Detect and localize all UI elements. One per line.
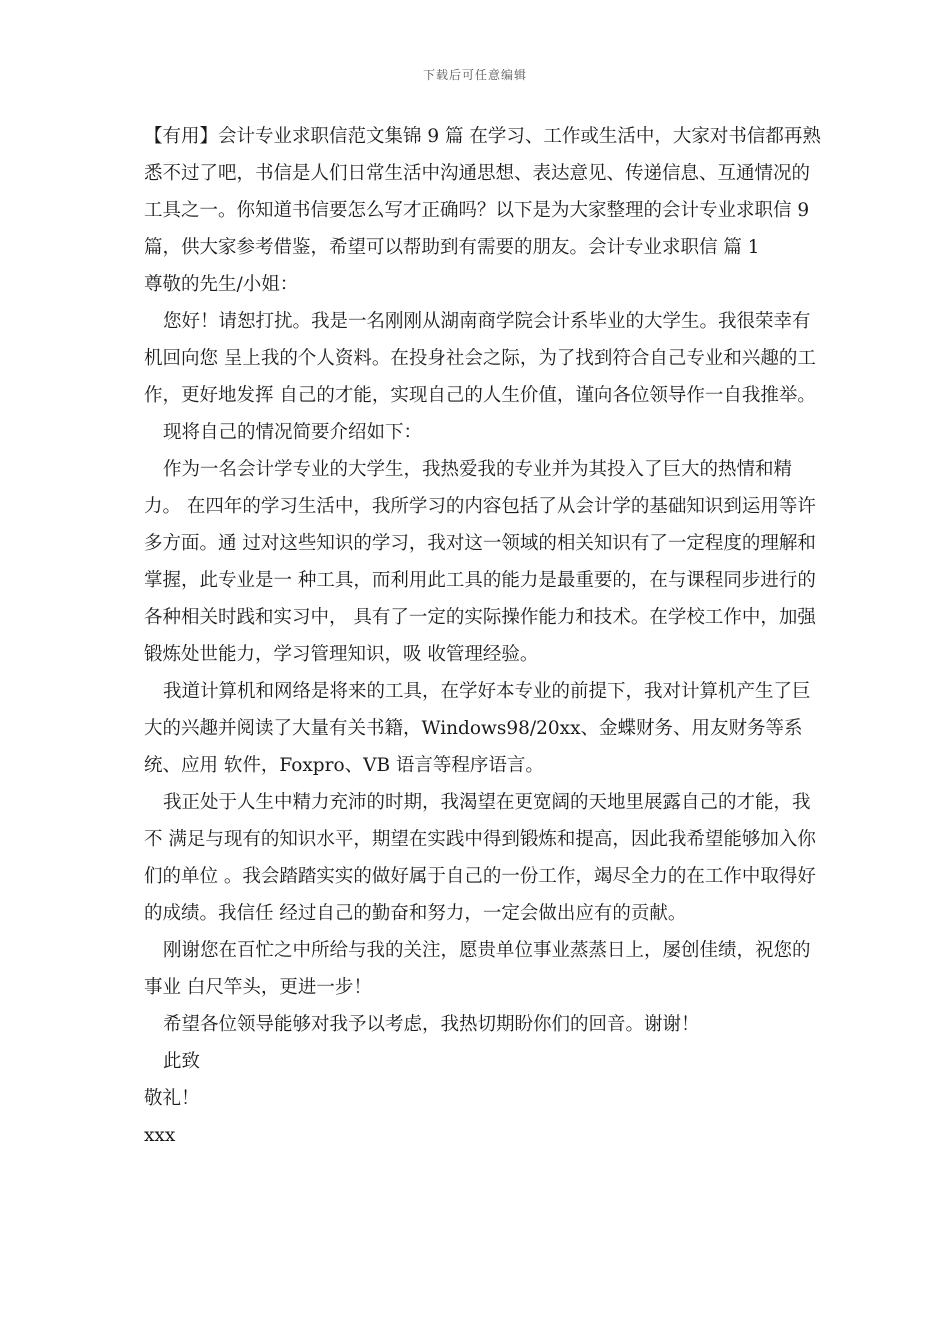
salutation: 尊敬的先生/小姐： <box>144 274 299 295</box>
paragraph-thanks: 刚谢您在百忙之中所给与我的关注，愿贵单位事业蒸蒸日上，屡创佳绩，祝您的事业 白尺竿头，更进一步！ <box>144 940 811 998</box>
paragraph-aspiration: 我正处于人生中精力充沛的时期，我渴望在更宽阔的天地里展露自己的才能，我不 满足与现有的知识水平，期望在实践中得到锻炼和提高，因此我希望能够加入你们的单位 。我会踏踏实实的做好属于自己的一份工作，竭尽全力的在工作中取得好的成绩。我信任 经过自己的勤奋和努力，一定会做出应有的贡献。 <box>144 792 816 924</box>
paragraph-closing-request: 希望各位领导能够对我予以考虑，我热切期盼你们的回音。谢谢！ <box>163 1014 700 1035</box>
closing-line-1: 此致 <box>163 1051 201 1072</box>
paragraph-education: 作为一名会计学专业的大学生，我热爱我的专业并为其投入了巨大的热情和精力。 在四年的学习生活中，我所学习的内容包括了从会计学的基础知识到运用等许多方面。通 过对这些知识的学习，我对这一领域的相关知识有了一定程度的理解和掌握，此专业是一 种工具，而利用此工具的能力是最重要的，在与课程同步进行的各种相关时践和实习中， 具有了一定的实际操作能力和技术。在学校工作中，加强锻炼处世能力，学习管理知识，吸 收管理经验。 <box>144 459 816 665</box>
signature: xxx <box>144 1125 176 1146</box>
closing-line-2: 敬礼！ <box>144 1088 200 1109</box>
paragraph-greeting: 您好！请恕打扰。我是一名刚刚从湖南商学院会计系毕业的大学生。我很荣幸有机回向您 呈上我的个人资料。在投身社会之际，为了找到符合自己专业和兴趣的工作，更好地发挥 自己的才能，实现自己的人生价值，谨向各位领导作一自我推举。 <box>144 311 816 406</box>
page-header-note: 下载后可任意编辑 <box>422 68 527 82</box>
document-body <box>144 118 824 1154</box>
document-intro: 【有用】会计专业求职信范文集锦 9 篇 在学习、工作或生活中，大家对书信都再熟悉不过了吧，书信是人们日常生活中沟通思想、表达意见、传递信息、互通情况的工具之一。你知道书信要怎么写才正确吗？以下是为大家整理的会计专业求职信 9 篇，供大家参考借鉴，希望可以帮助到有需要的朋友。会计专业求职信 篇 1 <box>144 126 821 258</box>
paragraph-introduction-lead: 现将自己的情况简要介绍如下： <box>163 422 423 443</box>
paragraph-computer-skills: 我道计算机和网络是将来的工具，在学好本专业的前提下，我对计算机产生了巨 大的兴趣并阅读了大量有关书籍，Windows98/20xx、金蝶财务、用友财务等系统、应用 软件，Foxpro、VB 语言等程序语言。 <box>144 681 811 776</box>
